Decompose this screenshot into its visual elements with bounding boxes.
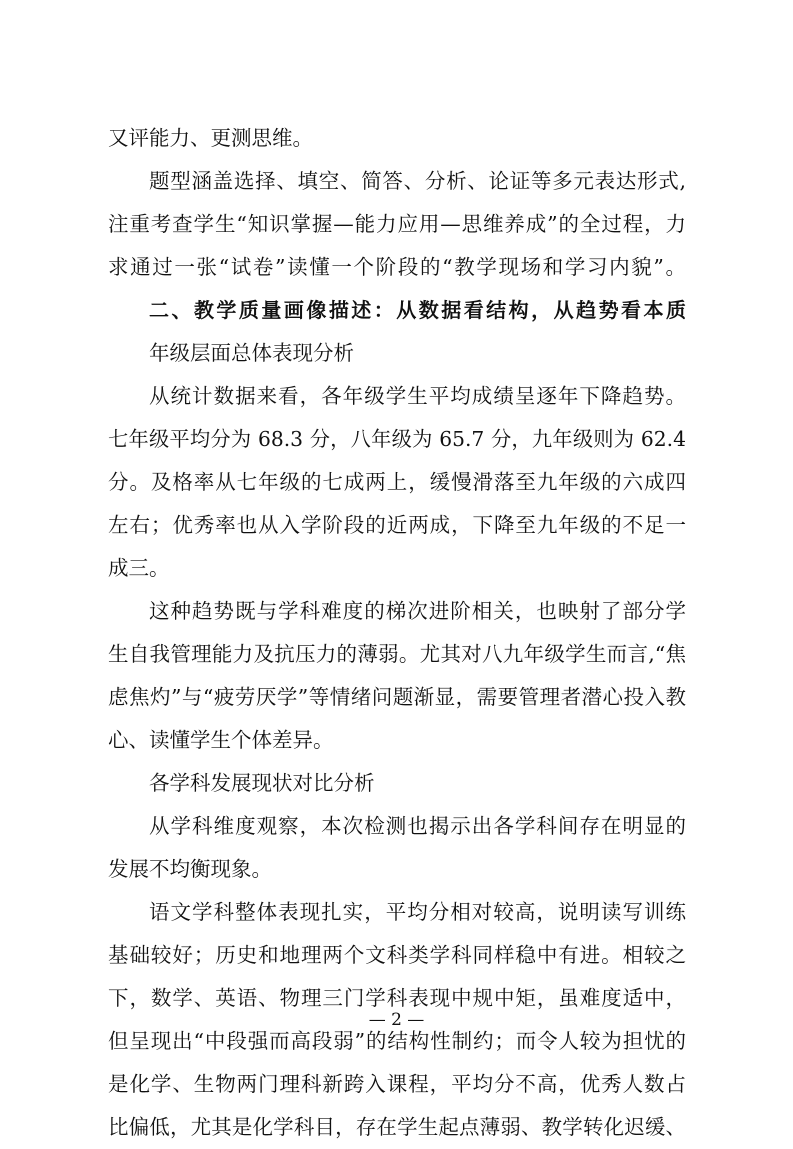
subsection-heading: 各学科发展现状对比分析 xyxy=(149,771,375,795)
text-line: 比偏低，尤其是化学科目，存在学生起点薄弱、教学转化迟缓、 xyxy=(108,1115,686,1139)
text-line: 七年级平均分为 68.3 分，八年级为 65.7 分，九年级则为 62.4 xyxy=(108,427,686,451)
text-line: 但呈现出“中段强而高段弱”的结构性制约；而令人较为担忧的 xyxy=(108,1029,686,1053)
text-line: 生自我管理能力及抗压力的薄弱。尤其对八九年级学生而言,“焦 xyxy=(108,642,686,666)
paragraph-start-line: 这种趋势既与学科难度的梯次进阶相关，也映射了部分学 xyxy=(149,599,686,623)
text-line: 又评能力、更测思维。 xyxy=(108,126,313,150)
paragraph-start-line: 语文学科整体表现扎实，平均分相对较高，说明读写训练 xyxy=(149,900,686,924)
body-text xyxy=(108,117,686,1149)
text-line: 虑焦灼”与“疲劳厌学”等情绪问题渐显，需要管理者潜心投入教 xyxy=(108,685,686,709)
text-line: 发展不均衡现象。 xyxy=(108,857,272,881)
paragraph-start-line: 题型涵盖选择、填空、简答、分析、论证等多元表达形式, xyxy=(149,169,686,193)
text-line: 成三。 xyxy=(108,556,170,580)
subsection-heading: 年级层面总体表现分析 xyxy=(149,341,354,365)
text-line: 左右；优秀率也从入学阶段的近两成，下降至九年级的不足一 xyxy=(108,513,686,537)
text-line: 心、读懂学生个体差异。 xyxy=(108,728,334,752)
text-line: 基础较好；历史和地理两个文科类学科同样稳中有进。相较之 xyxy=(108,943,686,967)
section-heading: 二、教学质量画像描述：从数据看结构，从趋势看本质 xyxy=(149,298,686,322)
text-line: 下，数学、英语、物理三门学科表现中规中矩，虽难度适中， xyxy=(108,986,686,1010)
page-number: — 2 — xyxy=(368,1010,425,1030)
text-line: 分。及格率从七年级的七成两上，缓慢滑落至九年级的六成四 xyxy=(108,470,686,494)
paragraph-start-line: 从统计数据来看，各年级学生平均成绩呈逐年下降趋势。 xyxy=(149,384,686,408)
paragraph-start-line: 从学科维度观察，本次检测也揭示出各学科间存在明显的 xyxy=(149,814,686,838)
text-line: 求通过一张“试卷”读懂一个阶段的“教学现场和学习内貌”。 xyxy=(108,255,686,279)
text-line: 注重考查学生“知识掌握—能力应用—思维养成”的全过程，力 xyxy=(108,212,686,236)
text-line: 是化学、生物两门理科新跨入课程，平均分不高，优秀人数占 xyxy=(108,1072,686,1096)
